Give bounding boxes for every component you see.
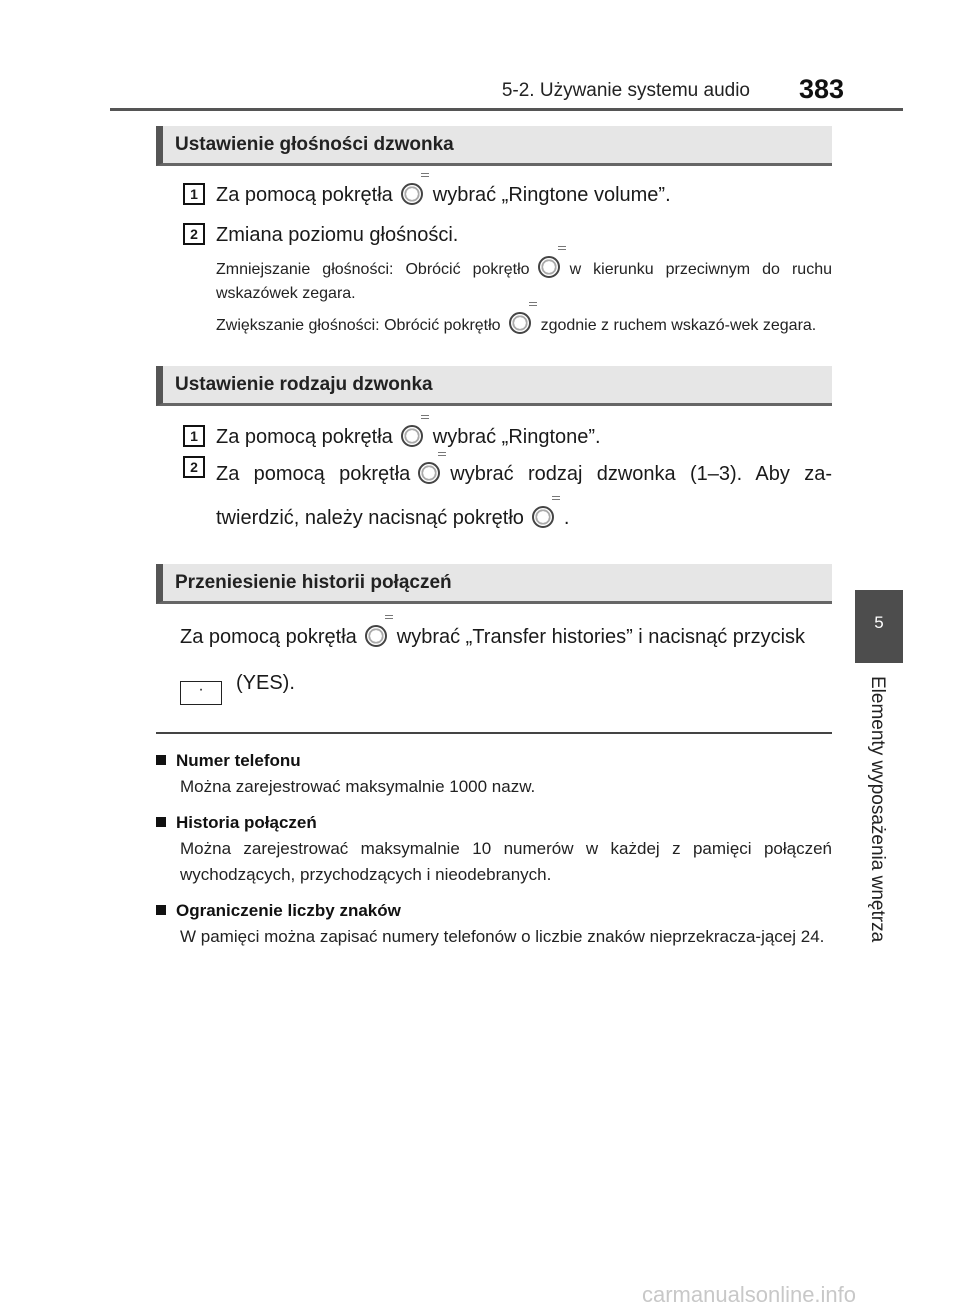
notes-divider <box>156 732 832 734</box>
page-number: 383 <box>798 74 844 104</box>
chapter-tab: 5 <box>855 590 903 663</box>
tune-knob-icon <box>509 312 531 334</box>
header-section-title: 5-2. Używanie systemu audio <box>501 80 750 101</box>
transfer-instruction: Za pomocą pokrętła wybrać „Transfer histories” i nacisnąć przycisk · (YES). <box>180 614 832 706</box>
step-text: Za pomocą pokrętła <box>216 426 393 448</box>
step-text: Zmiana poziomu głośności. <box>216 224 459 246</box>
step-text: wybrać „Ringtone volume”. <box>432 184 671 206</box>
step-text: wybrać „Ringtone”. <box>432 426 601 448</box>
step-number: 2 <box>183 223 205 245</box>
phone-key-icon: · <box>180 681 222 705</box>
square-bullet-icon <box>156 817 166 827</box>
note-title: Historia połączeń <box>156 810 832 836</box>
note-body: Można zarejestrować maksymalnie 10 numerów w każdej z pamięci połączeń wychodzących, przychodzących i nieodebranych. <box>180 839 832 884</box>
tune-knob-icon <box>365 625 387 647</box>
main-content <box>156 126 832 960</box>
step-text: Za pomocą pokrętła <box>216 463 411 485</box>
step-text: . <box>563 507 570 529</box>
chapter-label: Elementy wyposażenia wnętrza <box>867 676 888 943</box>
tune-knob-icon <box>401 183 423 205</box>
step-number: 2 <box>183 456 205 478</box>
tune-knob-icon <box>532 506 554 528</box>
step-number: 1 <box>183 183 205 205</box>
watermark: carmanualsonline.info <box>642 1282 857 1307</box>
step-1 <box>156 180 832 210</box>
note-body: W pamięci można zapisać numery telefonów o liczbie znaków nieprzekracza-jącej 24. <box>180 927 825 946</box>
note-body: Można zarejestrować maksymalnie 1000 nazw. <box>180 777 536 796</box>
square-bullet-icon <box>156 905 166 915</box>
notes <box>156 748 832 950</box>
step-number: 1 <box>183 425 205 447</box>
tune-knob-icon <box>418 462 440 484</box>
square-bullet-icon <box>156 755 166 765</box>
section-title-ringtone-type: Ustawienie rodzaju dzwonka <box>156 366 832 406</box>
note-title: Ograniczenie liczby znaków <box>156 898 832 924</box>
step-2 <box>156 220 832 250</box>
tune-knob-icon <box>538 256 560 278</box>
sub-note: Zwiększanie głośności: Obrócić pokrętło zgodnie z ruchem wskazó-wek zegara. <box>216 312 832 338</box>
step-text: Za pomocą pokrętła <box>216 184 393 206</box>
section-title-ringtone-volume: Ustawienie głośności dzwonka <box>156 126 832 166</box>
note-title: Numer telefonu <box>156 748 832 774</box>
step-2 <box>156 452 832 540</box>
page-header <box>0 0 960 112</box>
section-title-transfer-history: Przeniesienie historii połączeń <box>156 564 832 604</box>
step-text: wybrać rodzaj dzwonka (1–3). Aby za-twierdzić, należy nacisnąć pokrętło <box>216 463 832 529</box>
step-1 <box>156 422 832 452</box>
header-rule <box>110 108 903 111</box>
sub-note: Zmniejszanie głośności: Obrócić pokrętło w kierunku przeciwnym do ruchu wskazówek zegara. <box>216 256 832 306</box>
tune-knob-icon <box>401 425 423 447</box>
sub-notes <box>216 256 832 338</box>
